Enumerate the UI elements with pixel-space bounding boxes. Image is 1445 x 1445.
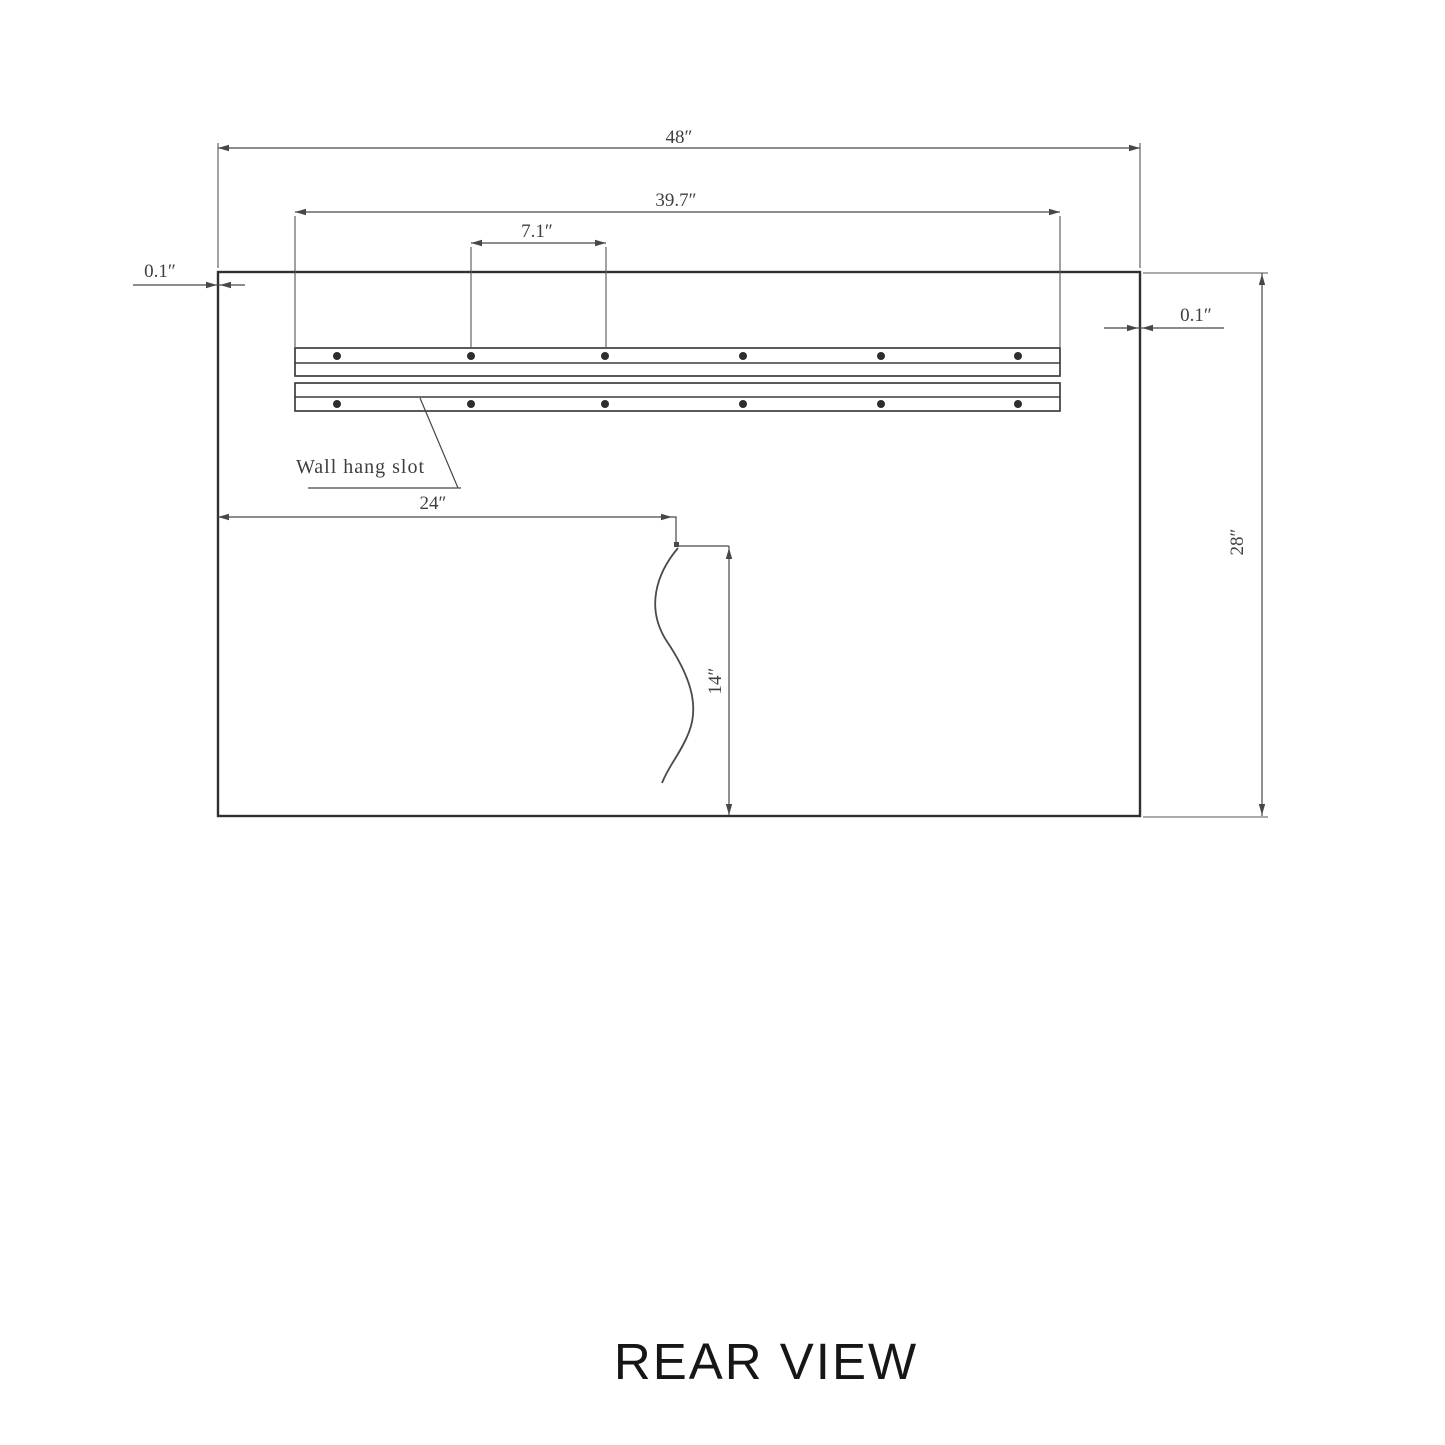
dimension-connector: [672, 517, 676, 544]
arrowhead-right: [1049, 209, 1060, 215]
dim-overall-height: [1143, 273, 1268, 817]
dim-label-cord-drop: 14″: [705, 667, 726, 695]
mounting-hole: [877, 352, 885, 360]
arrowhead-right: [1129, 145, 1140, 151]
dim-edge-offset-right: [1104, 305, 1224, 331]
arrowhead-left: [295, 209, 306, 215]
arrowhead-left: [1142, 325, 1153, 331]
dim-label-cord-offset-x: 24″: [419, 493, 447, 514]
dim-cord-drop: [678, 546, 732, 815]
arrowhead-right: [1127, 325, 1138, 331]
mounting-hole: [877, 400, 885, 408]
arrowhead-down: [1259, 804, 1265, 815]
dim-label-rail-width: 39.7″: [655, 190, 697, 211]
dim-rail-width: [295, 190, 1060, 347]
arrowhead-left: [220, 282, 231, 288]
dim-hole-spacing: [471, 221, 606, 347]
arrowhead-down: [726, 804, 732, 815]
dim-label-edge-offset-right: 0.1″: [1180, 305, 1212, 326]
arrowhead-right: [661, 514, 672, 520]
mounting-hole: [1014, 400, 1022, 408]
arrowhead-right: [206, 282, 217, 288]
arrowhead-right: [595, 240, 606, 246]
mounting-hole: [601, 400, 609, 408]
dim-label-overall-height: 28″: [1227, 528, 1248, 556]
dim-label-hole-spacing: 7.1″: [521, 221, 553, 242]
mounting-hole: [1014, 352, 1022, 360]
hang-rail-top: [295, 348, 1060, 376]
dim-cord-offset-x: [218, 493, 679, 547]
wall-hang-slot-label: Wall hang slot: [296, 456, 426, 478]
mounting-hole: [467, 400, 475, 408]
hang-rail-bottom: [295, 383, 1060, 411]
rail-body: [295, 348, 1060, 376]
power-cord: [655, 548, 693, 783]
arrowhead-left: [218, 145, 229, 151]
arrowhead-up: [726, 548, 732, 559]
mounting-hole: [333, 400, 341, 408]
mounting-hole: [467, 352, 475, 360]
arrowhead-up: [1259, 274, 1265, 285]
dim-edge-offset-left: [133, 261, 245, 288]
mounting-hole: [601, 352, 609, 360]
mounting-hole: [333, 352, 341, 360]
dim-label-edge-offset-left: 0.1″: [144, 261, 176, 282]
mounting-hole: [739, 352, 747, 360]
power-cord-curve: [655, 548, 693, 783]
view-title: REAR VIEW: [613, 1333, 919, 1390]
dim-label-overall-width: 48″: [665, 127, 693, 148]
mounting-hole: [739, 400, 747, 408]
arrowhead-left: [218, 514, 229, 520]
arrowhead-left: [471, 240, 482, 246]
